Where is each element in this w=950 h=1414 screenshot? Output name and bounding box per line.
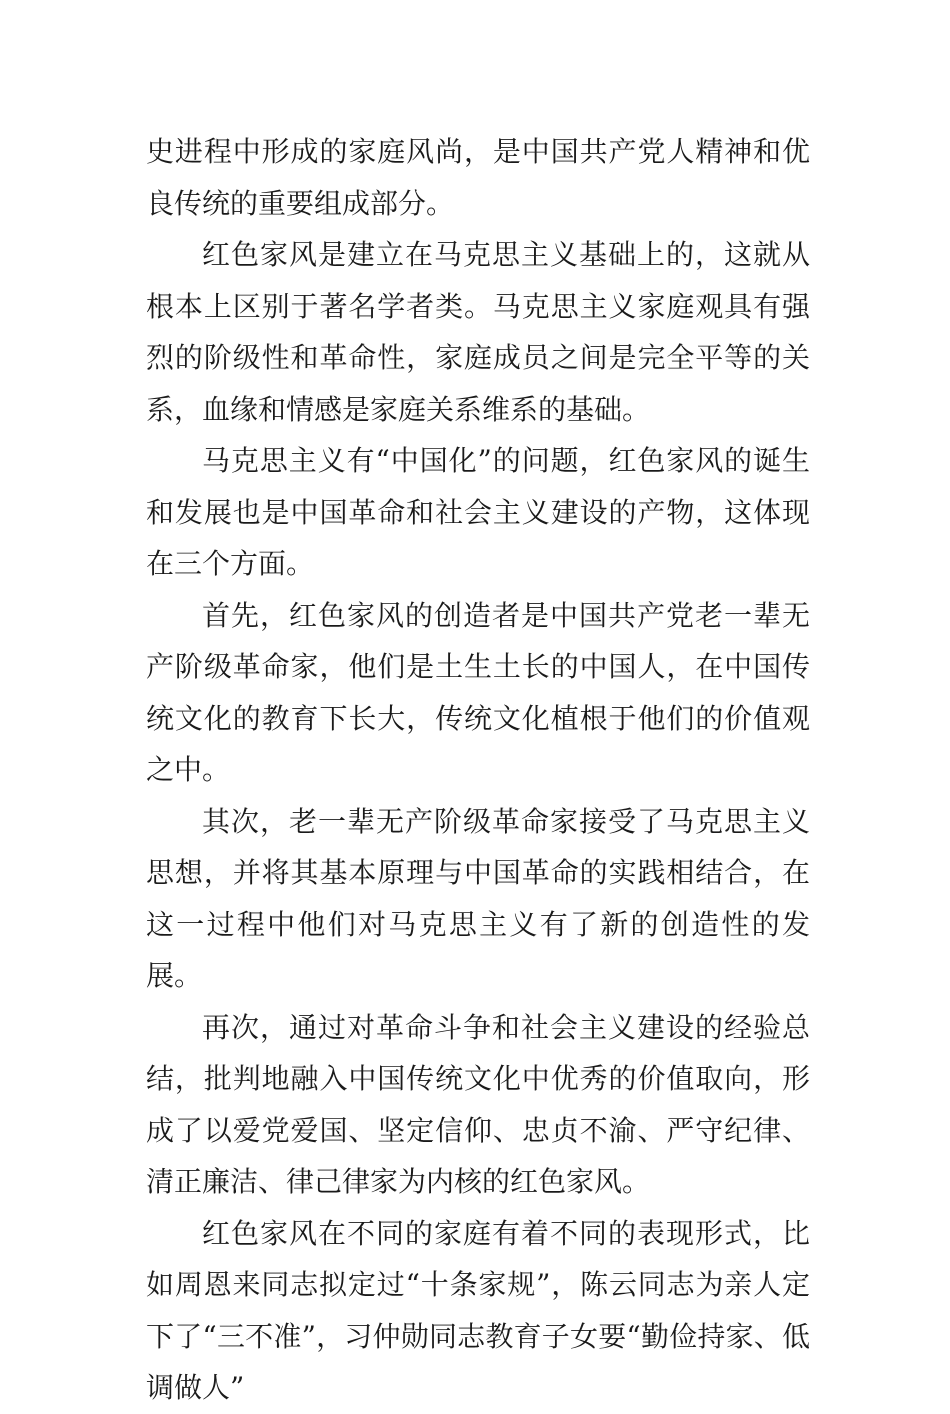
paragraph-7: 红色家风在不同的家庭有着不同的表现形式，比如周恩来同志拟定过“十条家规”，陈云同志为亲人定下了“三不准”，习仲勋同志教育子女要“勤俭持家、低调做人” — [146, 1216, 810, 1404]
paragraph-6: 再次，通过对革命斗争和社会主义建设的经验总结，批判地融入中国传统文化中优秀的价值取向，形成了以爱党爱国、坚定信仰、忠贞不渝、严守纪律、清正廉洁、律己律家为内核的红色家风。 — [146, 1010, 810, 1198]
paragraph-4: 首先，红色家风的创造者是中国共产党老一辈无产阶级革命家，他们是土生土长的中国人，在中国传统文化的教育下长大，传统文化植根于他们的价值观之中。 — [146, 598, 810, 786]
document-body — [146, 126, 810, 1414]
paragraph-2: 红色家风是建立在马克思主义基础上的，这就从根本上区别于著名学者类。马克思主义家庭观具有强烈的阶级性和革命性，家庭成员之间是完全平等的关系，血缘和情感是家庭关系维系的基础。 — [146, 238, 810, 426]
paragraph-3: 马克思主义有“中国化”的问题，红色家风的诞生和发展也是中国革命和社会主义建设的产物，这体现在三个方面。 — [146, 444, 810, 580]
paragraph-1: 史进程中形成的家庭风尚，是中国共产党人精神和优良传统的重要组成部分。 — [146, 135, 810, 220]
paragraph-5: 其次，老一辈无产阶级革命家接受了马克思主义思想，并将其基本原理与中国革命的实践相结合，在这一过程中他们对马克思主义有了新的创造性的发展。 — [146, 804, 810, 992]
